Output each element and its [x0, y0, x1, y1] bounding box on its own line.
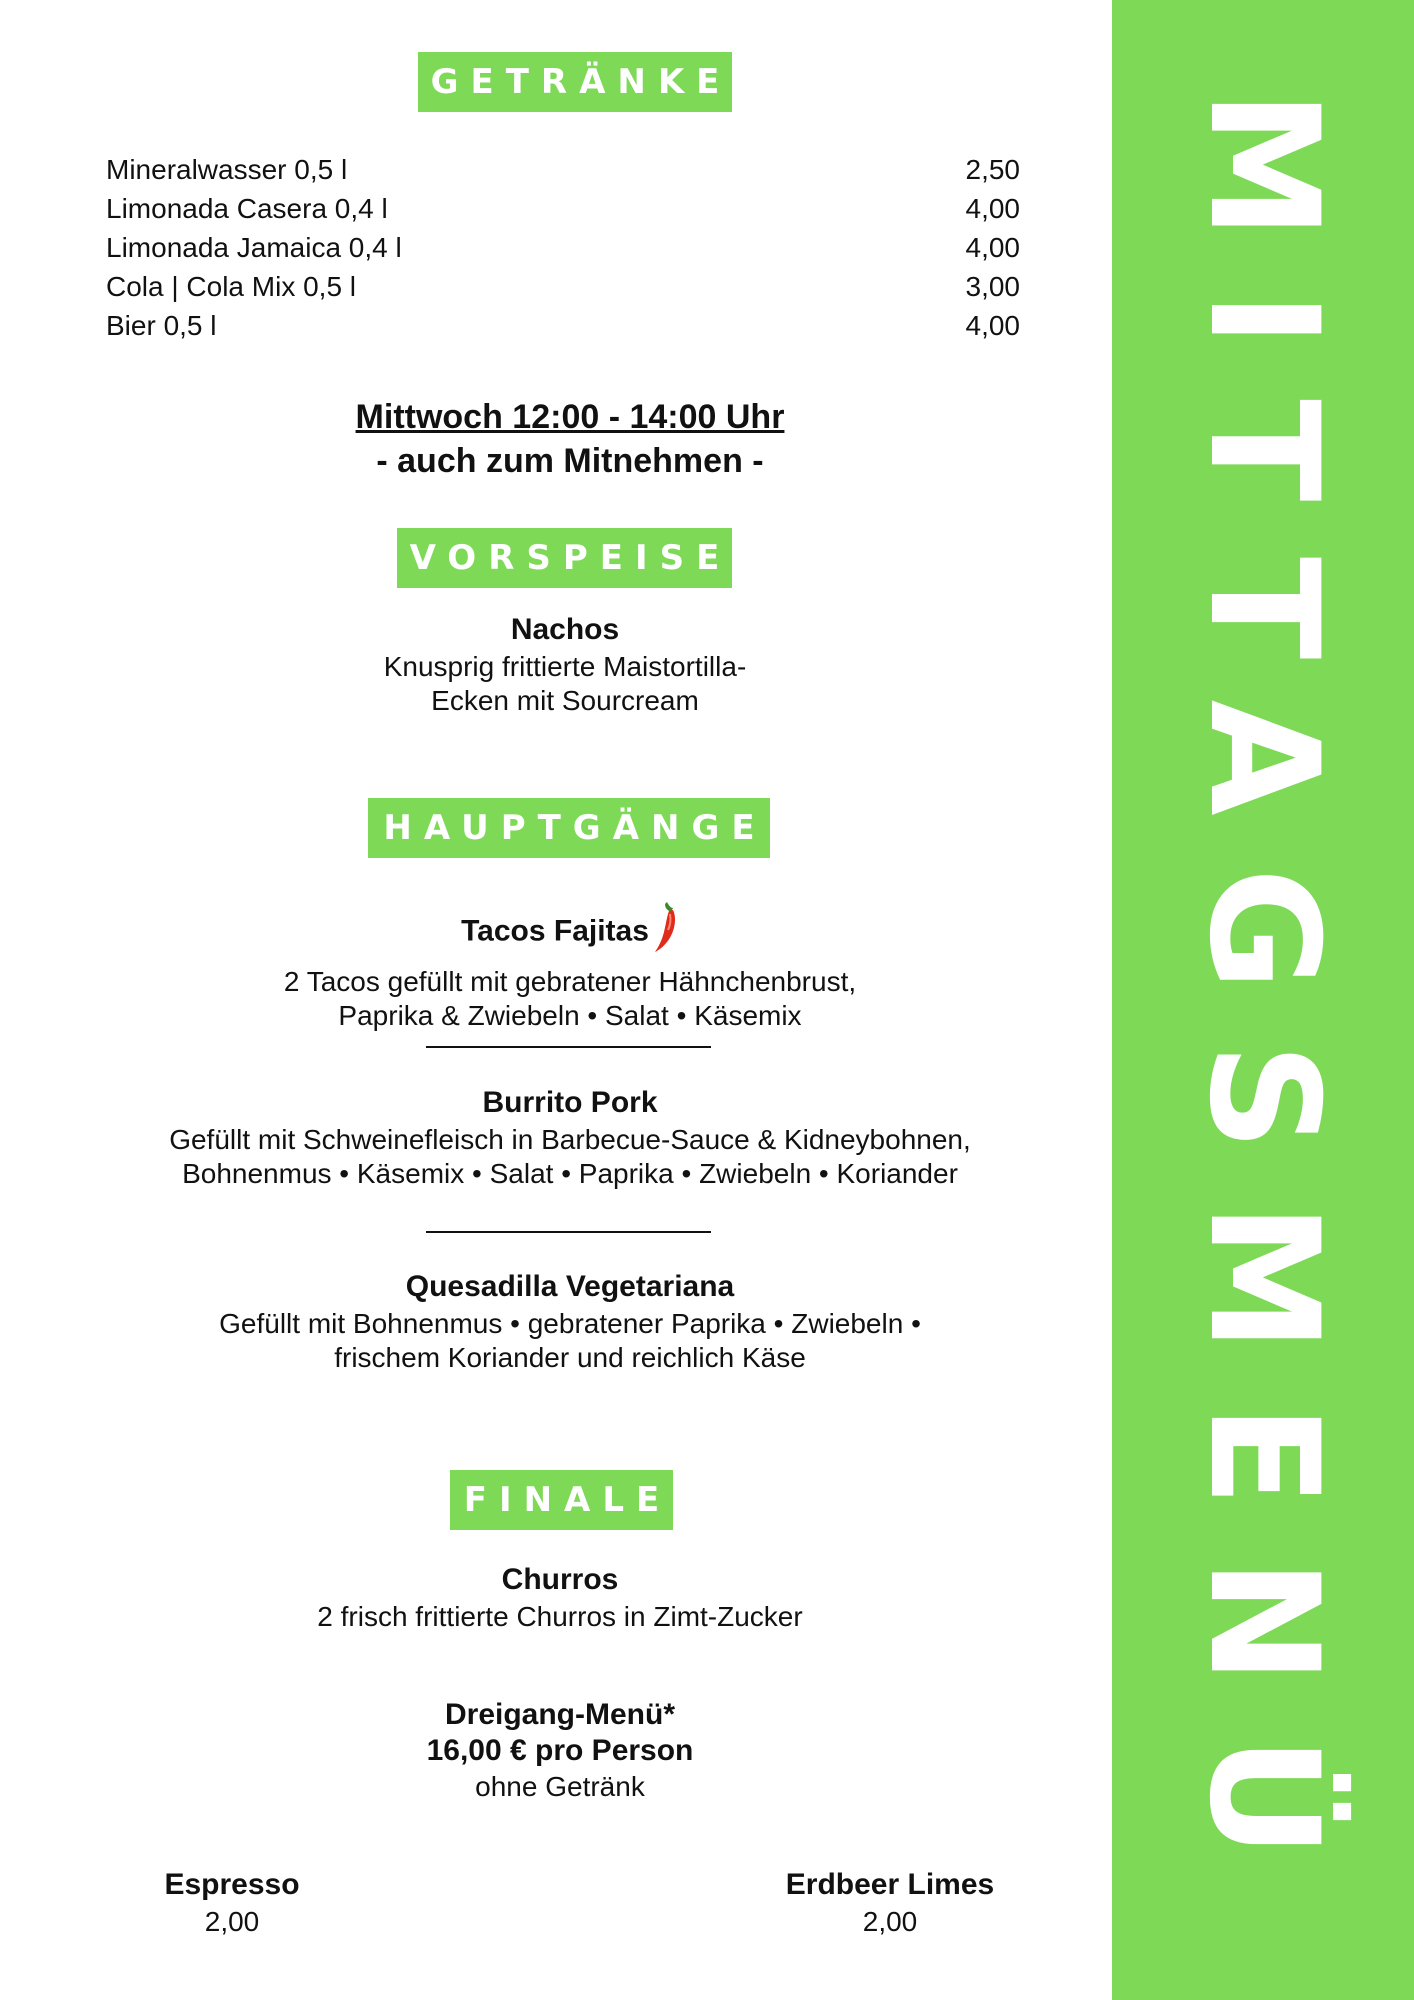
drink-name: Mineralwasser 0,5 l [106, 154, 348, 185]
section-label-starter: VORSPEISE [397, 528, 732, 588]
section-label-dessert: FINALE [450, 1470, 673, 1530]
offer-price: 16,00 € pro Person [426, 1734, 694, 1767]
extra-name: Erdbeer Limes [785, 1868, 995, 1901]
divider [426, 1231, 711, 1233]
section-label-drinks: GETRÄNKE [418, 52, 732, 112]
drink-name: Limonada Casera 0,4 l [106, 193, 388, 224]
menu-offer [260, 1697, 860, 1805]
drink-price: 3,00 [965, 271, 1020, 302]
extra-name: Espresso [164, 1868, 300, 1901]
dish-description: Ecken mit Sourcream [431, 685, 699, 716]
dish-title-row [110, 900, 1030, 965]
list-item [106, 306, 1020, 345]
list-item [106, 228, 1020, 267]
dish-description: Knusprig frittierte Maistortilla- [383, 651, 747, 682]
dish-title: Tacos Fajitas [461, 914, 649, 948]
section-label-mains: HAUPTGÄNGE [368, 798, 770, 858]
dish-description: 2 Tacos gefüllt mit gebratener Hähnchenbrust, [283, 966, 857, 997]
list-item [106, 189, 1020, 228]
hours-time: Mittwoch 12:00 - 14:00 Uhr [355, 398, 785, 436]
divider [426, 1046, 711, 1048]
dish-description: 2 frisch frittierte Churros in Zimt-Zucker [317, 1601, 803, 1632]
drink-name: Cola | Cola Mix 0,5 l [106, 271, 357, 302]
opening-hours [120, 395, 1020, 483]
main-item [100, 1083, 1040, 1191]
dish-description: Gefüllt mit Schweinefleisch in Barbecue-Sauce & Kidneybohnen, [169, 1124, 971, 1155]
list-item [106, 150, 1020, 189]
takeaway-note: - auch zum Mitnehmen - [376, 442, 764, 480]
drink-price: 4,00 [965, 232, 1020, 263]
dish-title: Nachos [510, 613, 620, 646]
list-item [106, 267, 1020, 306]
offer-note: ohne Getränk [475, 1771, 645, 1802]
drink-price: 2,50 [965, 154, 1020, 185]
main-item [110, 1267, 1030, 1375]
chili-pepper-icon [653, 900, 679, 965]
dessert-item [160, 1560, 960, 1634]
dish-description: Bohnenmus • Käsemix • Salat • Paprika • Zwiebeln • Koriander [182, 1158, 958, 1189]
drinks-list [106, 150, 1020, 345]
drink-price: 4,00 [965, 310, 1020, 341]
starter-item [160, 610, 970, 718]
dish-description: Paprika & Zwiebeln • Salat • Käsemix [338, 1000, 802, 1031]
dish-description: frischem Koriander und reichlich Käse [334, 1342, 806, 1373]
dish-title: Quesadilla Vegetariana [405, 1270, 735, 1303]
extra-price: 2,00 [204, 1906, 260, 1937]
extra-item [112, 1865, 352, 1939]
drink-name: Limonada Jamaica 0,4 l [106, 232, 402, 263]
drink-name: Bier 0,5 l [106, 310, 217, 341]
main-item [110, 900, 1030, 1033]
dish-title: Churros [501, 1563, 619, 1596]
extra-item [760, 1865, 1020, 1939]
dish-description: Gefüllt mit Bohnenmus • gebratener Paprika • Zwiebeln • [219, 1308, 921, 1339]
offer-title: Dreigang-Menü* [444, 1698, 675, 1731]
dish-title: Burrito Pork [482, 1086, 658, 1119]
drink-price: 4,00 [965, 193, 1020, 224]
sidebar-title: MITTAGSMENÜ [1176, 90, 1350, 1910]
extra-price: 2,00 [862, 1906, 918, 1937]
